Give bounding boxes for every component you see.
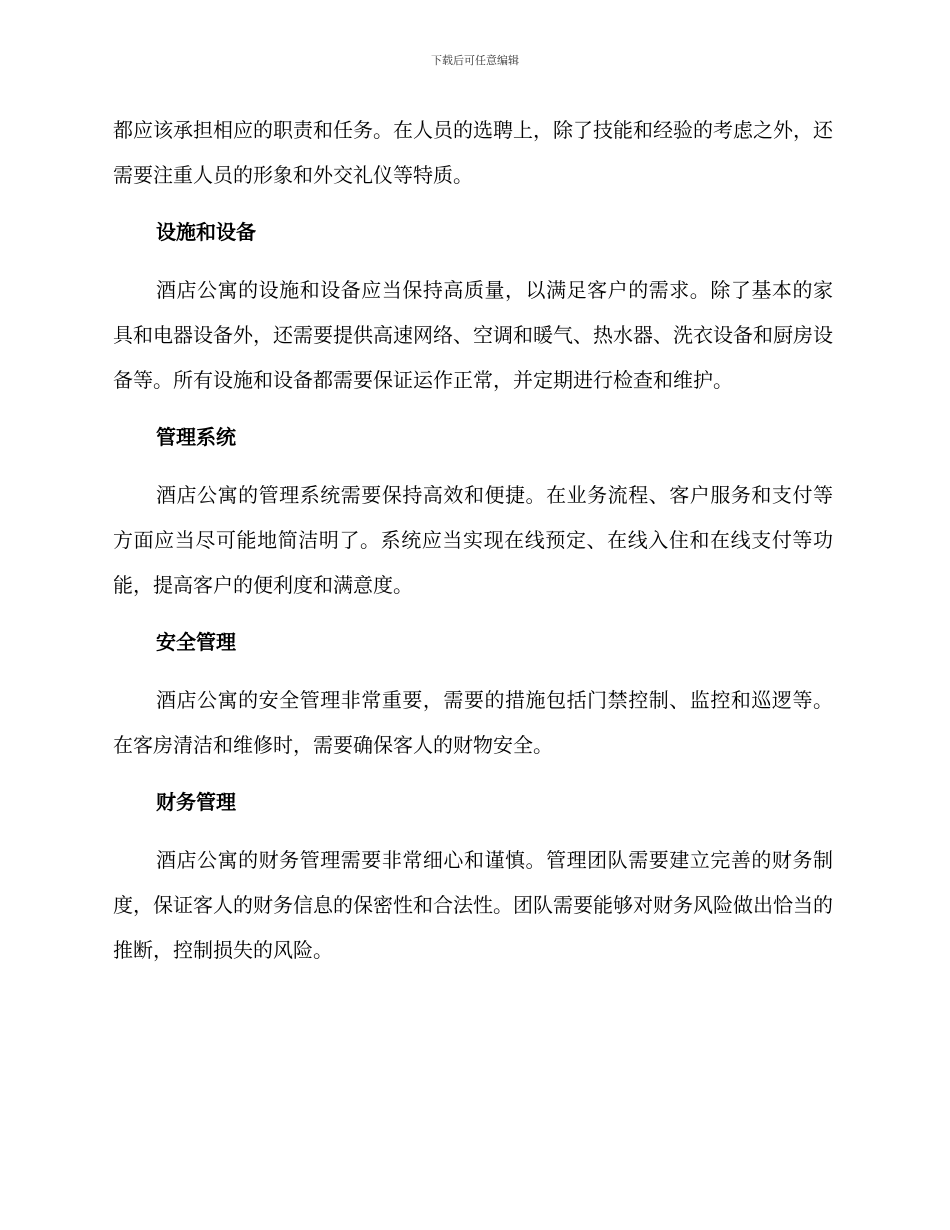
paragraph-intro-continuation: 都应该承担相应的职责和任务。在人员的选聘上，除了技能和经验的考虑之外，还需要注重人员的形象和外交礼仪等特质。: [113, 118, 833, 187]
section-heading-finance: 财务管理: [156, 790, 236, 814]
paragraph-finance: 酒店公寓的财务管理需要非常细心和谨慎。管理团队需要建立完善的财务制度，保证客人的财务信息的保密性和合法性。团队需要能够对财务风险做出恰当的推断，控制损失的风险。: [113, 848, 833, 962]
paragraph-security: 酒店公寓的安全管理非常重要，需要的措施包括门禁控制、监控和巡逻等。在客房清洁和维修时，需要确保客人的财物安全。: [113, 688, 833, 757]
paragraph-facilities: 酒店公寓的设施和设备应当保持高质量，以满足客户的需求。除了基本的家具和电器设备外，还需要提供高速网络、空调和暖气、热水器、洗衣设备和厨房设备等。所有设施和设备都需要保证运作正常，并定期进行检查和维护。: [113, 278, 833, 392]
section-heading-management-system: 管理系统: [156, 425, 236, 449]
paragraph-management-system: 酒店公寓的管理系统需要保持高效和便捷。在业务流程、客户服务和支付等方面应当尽可能地简洁明了。系统应当实现在线预定、在线入住和在线支付等功能，提高客户的便利度和满意度。: [113, 483, 833, 597]
section-heading-facilities: 设施和设备: [156, 220, 256, 244]
section-heading-security: 安全管理: [156, 630, 236, 654]
document-body: [113, 108, 833, 973]
page-header: 下载后可任意编辑: [431, 54, 519, 67]
